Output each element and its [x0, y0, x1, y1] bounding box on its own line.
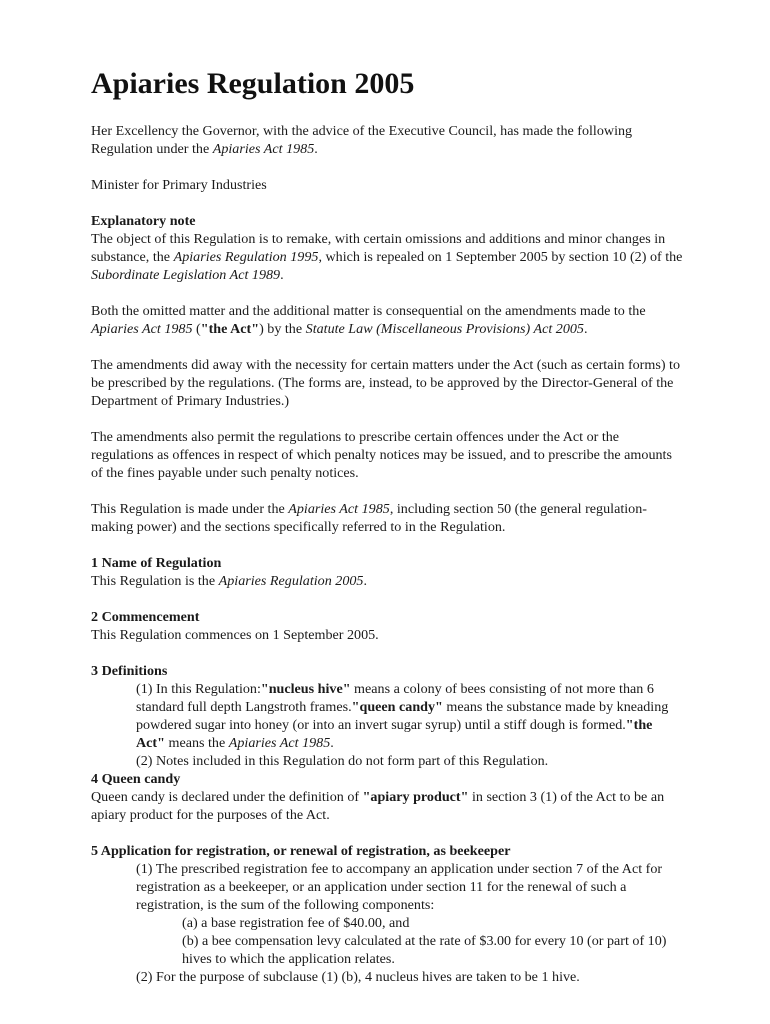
- minister-line: Minister for Primary Industries: [91, 177, 267, 193]
- explanatory-paragraph-1: The object of this Regulation is to remake, with certain omissions and additions and minor changes in substance, the Apiaries Regulation 1995, which is repealed on 1 September 2005 by section 10 (2) of the Subordinate Legislation Act 1989.: [91, 231, 683, 283]
- section-1-text: This Regulation is the Apiaries Regulation 2005.: [91, 573, 367, 589]
- explanatory-paragraph-2: Both the omitted matter and the additional matter is consequential on the amendments made to the Apiaries Act 1985 ("the Act") by the Statute Law (Miscellaneous Provisions) Act 2005.: [91, 303, 646, 337]
- section-3-clause-1: (1) In this Regulation:"nucleus hive" means a colony of bees consisting of not more than 6 standard full depth Langstroth frames."queen candy" means the substance made by kneading powdered sugar into honey (or into an invert sugar syrup) until a stiff dough is formed."the Act" means the Apiaries Act 1985.: [136, 681, 669, 751]
- section-5-heading: 5 Application for registration, or renewal of registration, as beekeeper: [91, 843, 511, 859]
- explanatory-paragraph-5: This Regulation is made under the Apiaries Act 1985, including section 50 (the general regulation-making power) and the sections specifically referred to in the Regulation.: [91, 501, 647, 535]
- act-reference: Apiaries Act 1985: [212, 141, 315, 157]
- section-4-heading: 4 Queen candy: [91, 771, 181, 787]
- section-5-clause-1a: (a) a base registration fee of $40.00, and: [182, 915, 410, 931]
- section-5-clause-2: (2) For the purpose of subclause (1) (b), 4 nucleus hives are taken to be 1 hive.: [136, 969, 580, 985]
- explanatory-note-heading: Explanatory note: [91, 213, 196, 229]
- section-5-clause-1: (1) The prescribed registration fee to accompany an application under section 7 of the Act for registration as a beekeeper, or an application under section 11 for the renewal of such a registration, is the sum of the following components:: [136, 861, 663, 913]
- section-5-clause-1b: (b) a bee compensation levy calculated at the rate of $3.00 for every 10 (or part of 10) hives to which the application relates.: [182, 933, 667, 967]
- section-3-clause-2: (2) Notes included in this Regulation do not form part of this Regulation.: [136, 753, 549, 769]
- section-2-heading: 2 Commencement: [91, 609, 200, 625]
- explanatory-paragraph-3: The amendments did away with the necessity for certain matters under the Act (such as certain forms) to be prescribed by the regulations. (The forms are, instead, to be approved by the Director-General of the Department of Primary Industries.): [91, 357, 680, 409]
- section-2-text: This Regulation commences on 1 September 2005.: [91, 627, 379, 643]
- section-4-text: Queen candy is declared under the definition of "apiary product" in section 3 (1) of the Act to be an apiary product for the purposes of the Act.: [91, 789, 665, 823]
- section-1-heading: 1 Name of Regulation: [91, 555, 222, 571]
- explanatory-paragraph-4: The amendments also permit the regulations to prescribe certain offences under the Act or the regulations as offences in respect of which penalty notices may be issued, and to prescribe the amounts of the fines payable under such penalty notices.: [91, 429, 672, 481]
- document-title: Apiaries Regulation 2005: [91, 67, 415, 100]
- intro-paragraph: Her Excellency the Governor, with the advice of the Executive Council, has made the following Regulation under the Apiaries Act 1985.: [91, 123, 633, 157]
- section-3-heading: 3 Definitions: [91, 663, 168, 679]
